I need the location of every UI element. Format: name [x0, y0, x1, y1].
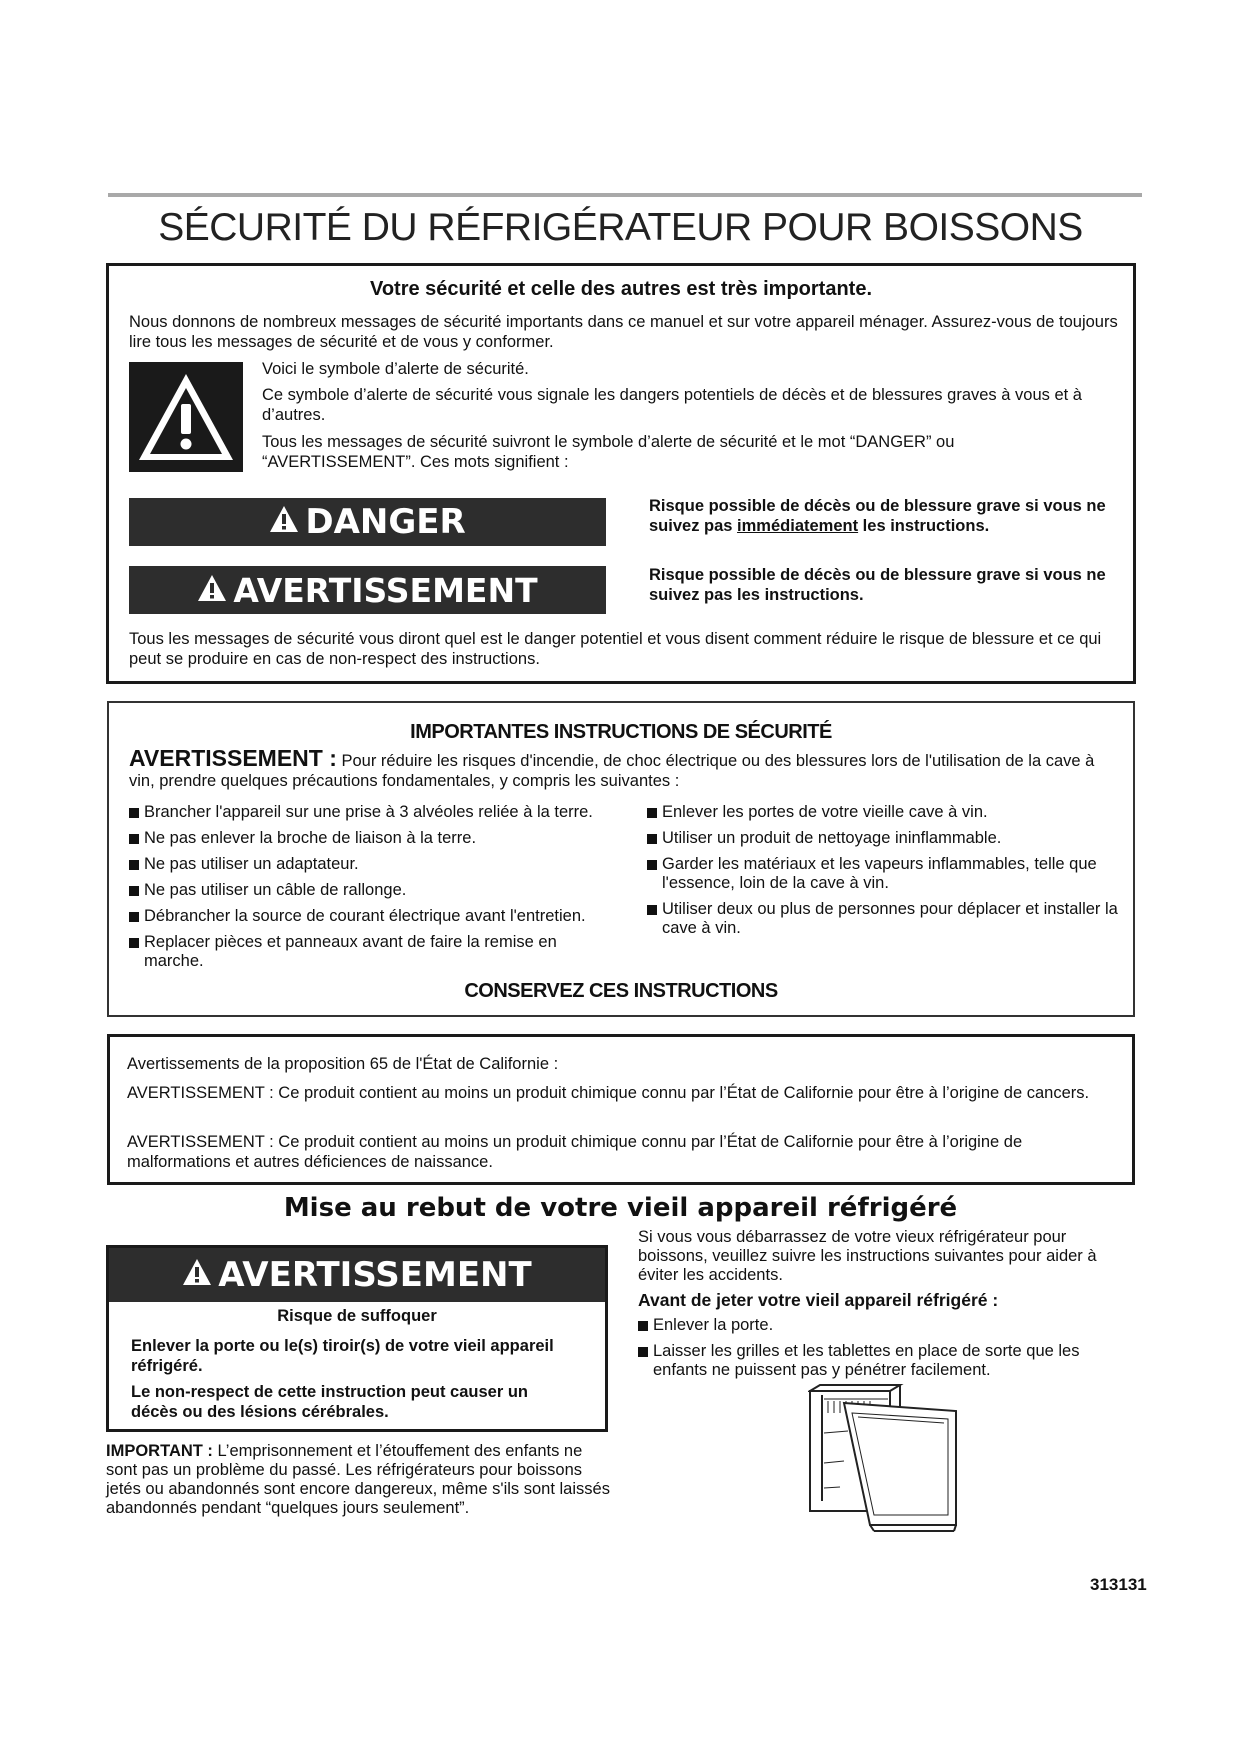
disposal-right-list	[638, 1316, 1098, 1387]
list-item: Enlever les portes de votre vieille cave à vin.	[647, 803, 1127, 822]
prop65-box	[107, 1034, 1135, 1185]
warning-text: Risque possible de décès ou de blessure grave si vous ne suivez pas les instructions.	[649, 566, 1106, 604]
risk-title: Risque de suffoquer	[277, 1307, 437, 1325]
safety-alert-icon	[129, 362, 243, 472]
list-item: Utiliser deux ou plus de personnes pour déplacer et installer la cave à vin.	[647, 900, 1127, 938]
safety-intro: Nous donnons de nombreux messages de sécurité importants dans ce manuel et sur votre appareil ménager. Assurez-vous de toujours lire tous les messages de sécurité et de vous y conformer.	[129, 313, 1118, 351]
safety-heading: Votre sécurité et celle des autres est très importante.	[369, 278, 873, 300]
appliance-illustration	[808, 1383, 968, 1533]
list-item: Garder les matériaux et les vapeurs inflammables, telle que l'essence, loin de la cave à vin.	[647, 855, 1127, 893]
risk-line-1: Enlever la porte ou le(s) tiroir(s) de votre vieil appareil réfrigéré.	[131, 1337, 554, 1375]
top-rule	[108, 193, 1142, 197]
list-item: Ne pas utiliser un adaptateur.	[129, 855, 624, 874]
instructions-heading: IMPORTANTES INSTRUCTIONS DE SÉCURITÉ	[410, 721, 832, 743]
prop65-line-1: Avertissements de la proposition 65 de l'État de Californie :	[127, 1055, 559, 1073]
warning-signal	[129, 566, 606, 614]
instructions-right-list	[647, 803, 1127, 945]
warning-triangle-icon	[269, 502, 299, 542]
danger-label: DANGER	[305, 502, 466, 542]
symbol-line-3: Tous les messages de sécurité suivront le symbole d’alerte de sécurité et le mot “DANGER” ou “AVERTISSEMENT”. Ces mots signifient :	[262, 433, 955, 471]
risk-line-2: Le non-respect de cette instruction peut causer un décès ou des lésions cérébrales.	[131, 1383, 528, 1421]
disposal-heading: Mise au rebut de votre vieil appareil réfrigéré	[283, 1193, 958, 1223]
instructions-lead: AVERTISSEMENT :	[129, 745, 337, 771]
page-title: SÉCURITÉ DU RÉFRIGÉRATEUR POUR BOISSONS	[158, 206, 1083, 249]
disposal-warning-label: AVERTISSEMENT	[218, 1255, 532, 1295]
disposal-right-intro: Si vous vous débarrassez de votre vieux réfrigérateur pour boissons, veuillez suivre les instructions suivantes pour aider à éviter les accidents.	[638, 1228, 1097, 1284]
list-item: Ne pas enlever la broche de liaison à la terre.	[129, 829, 624, 848]
prop65-line-3: AVERTISSEMENT : Ce produit contient au moins un produit chimique connu par l’État de Californie pour être à l’origine de malformations et autres déficiences de naissance.	[127, 1133, 1023, 1171]
list-item: Brancher l'appareil sur une prise à 3 alvéoles reliée à la terre.	[129, 803, 624, 822]
instructions-left-list	[129, 803, 624, 978]
warning-label: AVERTISSEMENT	[233, 570, 538, 610]
symbol-line-1: Voici le symbole d’alerte de sécurité.	[262, 360, 529, 378]
list-item: Utiliser un produit de nettoyage ininflammable.	[647, 829, 1127, 848]
instructions-box	[107, 701, 1135, 1017]
list-item: Ne pas utiliser un câble de rallonge.	[129, 881, 624, 900]
disposal-warning-signal	[109, 1248, 605, 1302]
symbol-line-2: Ce symbole d’alerte de sécurité vous signale les dangers potentiels de décès et de blessures graves à vous et à d’autres.	[262, 386, 1082, 424]
prop65-line-2: AVERTISSEMENT : Ce produit contient au moins un produit chimique connu par l’État de Californie pour être à l’origine de cancers.	[127, 1084, 1090, 1102]
instructions-footer: CONSERVEZ CES INSTRUCTIONS	[464, 980, 778, 1002]
safety-box	[106, 263, 1136, 684]
danger-text: Risque possible de décès ou de blessure grave si vous ne suivez pas immédiatement les instructions.	[649, 497, 1106, 535]
safety-footer: Tous les messages de sécurité vous diront quel est le danger potentiel et vous disent comment réduire le risque de blessure et ce qui peut se produire en cas de non-respect des instructions.	[129, 630, 1102, 668]
instructions-intro: AVERTISSEMENT : Pour réduire les risques d'incendie, de choc électrique ou des blessures lors de l'utilisation de la cave à vin, prendre quelques précautions fondamentales, y compris les suivantes :	[129, 745, 1095, 790]
disposal-right-heading: Avant de jeter votre vieil appareil réfrigéré :	[638, 1290, 999, 1310]
disposal-warning-box	[106, 1245, 608, 1432]
important-note: IMPORTANT : L’emprisonnement et l’étouffement des enfants ne sont pas un problème du passé. Les réfrigérateurs pour boissons jetés ou abandonnés sont encore dangereux, même s'ils sont laissés abandonnés pendant “quelques jours seulement”.	[106, 1442, 610, 1517]
list-item: Laisser les grilles et les tablettes en place de sorte que les enfants ne puissent pas y pénétrer facilement.	[638, 1342, 1098, 1380]
list-item: Replacer pièces et panneaux avant de faire la remise en marche.	[129, 933, 584, 971]
doc-number: 313131	[1090, 1575, 1147, 1594]
list-item: Enlever la porte.	[638, 1316, 1098, 1335]
danger-signal	[129, 498, 606, 546]
warning-triangle-icon	[197, 571, 227, 610]
list-item: Débrancher la source de courant électrique avant l'entretien.	[129, 907, 624, 926]
warning-triangle-icon	[182, 1255, 212, 1295]
important-lead: IMPORTANT :	[106, 1442, 213, 1460]
